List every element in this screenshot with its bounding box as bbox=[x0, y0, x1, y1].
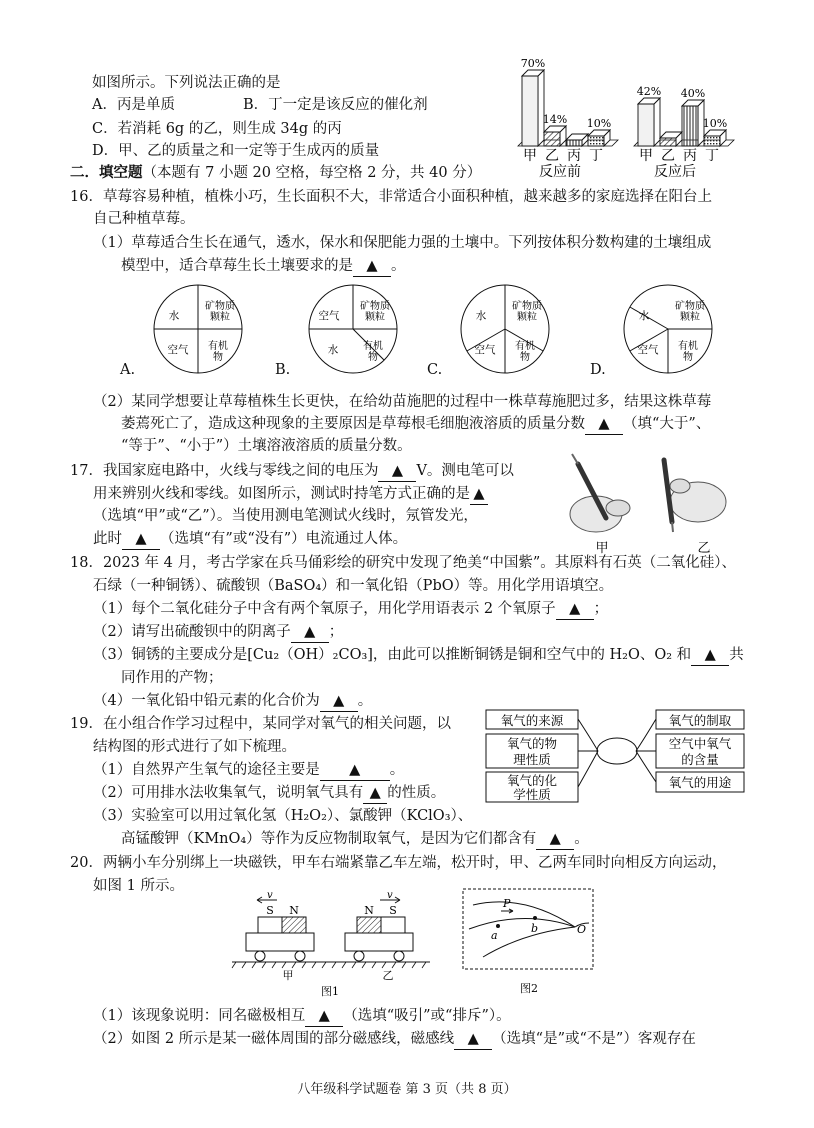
q18-p3-end: 共 bbox=[729, 647, 744, 663]
bar-category-label: 丙 bbox=[567, 148, 581, 164]
car-label-yi: 乙 bbox=[382, 969, 394, 982]
q15-option-c: C．若消耗 6g 的乙，则生成 34g 的丙 bbox=[92, 121, 342, 137]
answer-blank[interactable]: ▲ bbox=[378, 461, 416, 482]
answer-blank[interactable]: ▲ bbox=[585, 414, 623, 435]
q19-p3-text: 高锰酸钾（KMnO₄）等作为反应物制取氧气，是因为它们都含有 bbox=[121, 831, 537, 847]
q20-part1 bbox=[93, 1006, 511, 1027]
bar-反应后-乙 bbox=[660, 132, 682, 146]
bar-反应前-丁 bbox=[588, 130, 610, 146]
q20-line1: 20．两辆小车分别绑上一块磁铁，甲车右端紧靠乙车左端，松开时，甲、乙两车同时向相反方向运动， bbox=[70, 855, 727, 871]
q18-p2-end: ； bbox=[328, 624, 344, 640]
answer-blank[interactable]: ▲ bbox=[470, 484, 488, 505]
q18-p2-text: （2）请写出硫酸钡中的阴离子 bbox=[93, 624, 291, 640]
bar-反应后-丁 bbox=[704, 130, 726, 146]
box-use-text: 氧气的用途 bbox=[668, 775, 732, 790]
page-footer: 八年级科学试题卷 第 3 页（共 8 页） bbox=[297, 1082, 517, 1097]
answer-blank[interactable]: ▲ bbox=[353, 256, 391, 277]
box-phys-text-2: 理性质 bbox=[513, 752, 551, 767]
answer-blank[interactable]: ▲ bbox=[454, 1029, 492, 1050]
q19-p3-end: 。 bbox=[574, 831, 589, 847]
soil-pie-0 bbox=[148, 283, 258, 378]
pole-n-a: N bbox=[289, 904, 299, 917]
q15-option-d: D．甲、乙的质量之和一定等于生成丙的质量 bbox=[92, 143, 380, 159]
bar-category-label: 甲 bbox=[639, 148, 653, 164]
q17-text-b: V。测电笔可以 bbox=[416, 463, 514, 479]
q16-part1-text: 模型中，适合草莓生长土壤要求的是 bbox=[121, 258, 353, 274]
bar-category-label: 丙 bbox=[683, 148, 697, 164]
q15-option-b: B．丁一定是该反应的催化剂 bbox=[243, 97, 428, 113]
q19-p1-text: （1）自然界产生氧气的途径主要是 bbox=[93, 762, 320, 778]
section-heading bbox=[70, 163, 481, 183]
bar-category-label: 乙 bbox=[661, 148, 675, 164]
pie-sector-label: 物 bbox=[520, 352, 530, 363]
pie-sector-label: 矿物质 bbox=[512, 301, 542, 312]
q16-part2-line3: “等于”、“小于”）土壤溶液溶质的质量分数。 bbox=[121, 438, 412, 454]
mass-fraction-bar-chart bbox=[500, 38, 730, 183]
pie-sector-label: 矿物质 bbox=[675, 301, 705, 312]
bar-value-label: 10% bbox=[702, 117, 728, 130]
bar-category-label: 甲 bbox=[523, 148, 537, 164]
pie-sector-label: 有机 bbox=[363, 341, 383, 352]
point-p-label: P bbox=[503, 897, 511, 910]
pole-s-a: S bbox=[266, 904, 274, 917]
pie-sector-label: 水 bbox=[168, 310, 180, 322]
pie-sector-label: 水 bbox=[475, 310, 487, 322]
q20-p2-end: （选填“是”或“不是”）客观存在 bbox=[492, 1031, 696, 1047]
q19-line1: 19．在小组合作学习过程中，某同学对氧气的相关问题，以 bbox=[70, 716, 451, 732]
bar-value-label: 40% bbox=[680, 87, 706, 100]
point-b-label: b bbox=[531, 922, 539, 935]
hand-yi bbox=[664, 460, 726, 532]
group-label-after: 反应后 bbox=[654, 164, 696, 180]
pie-option-label[interactable]: B. bbox=[275, 362, 291, 378]
bar-value-label: 10% bbox=[586, 117, 612, 130]
box-content-text-2: 的含量 bbox=[681, 752, 719, 767]
soil-pie-1 bbox=[303, 283, 413, 378]
box-content-text-1: 空气中氧气 bbox=[668, 736, 732, 751]
answer-blank[interactable]: ▲ bbox=[320, 760, 390, 781]
q16-part1-line1: （1）草莓适合生长在通气，透水，保水和保肥能力强的土壤中。下列按体积分数构建的土壤组成 bbox=[93, 235, 712, 251]
bar-反应前-甲 bbox=[522, 70, 544, 146]
q19-part3-line2 bbox=[121, 829, 589, 850]
pie-sector-label: 空气 bbox=[637, 344, 659, 356]
pie-sector-label: 有机 bbox=[678, 341, 698, 352]
q17-line3: （选填“甲”或“乙”）。当使用测电笔测试火线时，氖管发光， bbox=[93, 508, 478, 524]
q16-stem-line2: 自己种植草莓。 bbox=[93, 211, 195, 227]
bar-category-label: 乙 bbox=[545, 148, 559, 164]
q18-line2: 石绿（一种铜锈）、硫酸钡（BaSO₄）和一氧化铅（PbO）等。用化学用语填空。 bbox=[93, 578, 614, 594]
q16-part1-line2 bbox=[121, 256, 406, 277]
q17-line2 bbox=[93, 484, 488, 505]
bar-category-label: 丁 bbox=[589, 148, 603, 164]
q18-p3-text: （3）铜锈的主要成分是[Cu₂（OH）₂CO₃]，由此可以推断铜锈是铜和空气中的 H₂O、O₂ 和 bbox=[93, 647, 692, 663]
hand-jia bbox=[570, 454, 630, 532]
answer-blank[interactable]: ▲ bbox=[556, 599, 594, 620]
car-label-jia: 甲 bbox=[282, 969, 294, 982]
q20-part2 bbox=[93, 1029, 696, 1050]
oxygen-structure-diagram bbox=[486, 709, 748, 804]
pie-sector-label: 水 bbox=[638, 310, 650, 322]
answer-blank[interactable]: ▲ bbox=[305, 1006, 343, 1027]
q16-part2-text: 萎蔫死亡了，造成这种现象的主要原因是草莓根毛细胞液溶质的质量分数 bbox=[121, 416, 585, 432]
fig2-caption: 图2 bbox=[520, 982, 538, 995]
q17-text-d: 此时 bbox=[93, 531, 122, 547]
answer-blank[interactable]: ▲ bbox=[691, 645, 729, 666]
pole-n-b: N bbox=[364, 904, 374, 917]
q20-p2-text: （2）如图 2 所示是某一磁体周围的部分磁感线，磁感线 bbox=[93, 1031, 455, 1047]
q16-part2-line2 bbox=[121, 414, 710, 435]
q16-part2-choice: （填“大于”、 bbox=[623, 416, 711, 432]
answer-blank[interactable]: ▲ bbox=[320, 691, 358, 712]
pie-sector-label: 颗粒 bbox=[210, 312, 230, 323]
pie-option-label[interactable]: A. bbox=[120, 362, 136, 378]
pie-sector-label: 颗粒 bbox=[517, 312, 537, 323]
q18-part3-line2: 同作用的产物； bbox=[121, 670, 223, 686]
pie-sector-label: 物 bbox=[368, 352, 378, 363]
q17-text-a: 17．我国家庭电路中，火线与零线之间的电压为 bbox=[70, 463, 379, 479]
pie-sector-label: 空气 bbox=[474, 344, 496, 356]
pie-sector-label: 物 bbox=[213, 352, 223, 363]
pie-sector-label: 矿物质 bbox=[360, 301, 390, 312]
soil-pie-2 bbox=[455, 283, 565, 378]
bar-反应后-丙 bbox=[682, 100, 704, 146]
box-phys-text-1: 氧气的物 bbox=[506, 736, 558, 751]
q19-p1-end: 。 bbox=[389, 762, 405, 778]
q18-p4-end: 。 bbox=[357, 693, 373, 709]
q17-line4 bbox=[93, 529, 407, 550]
q16-part2-line1: （2）某同学想要让草莓植株生长更快，在给幼苗施肥的过程中一株草莓施肥过多，结果这株草莓 bbox=[93, 394, 712, 410]
field-lines-figure bbox=[463, 889, 598, 994]
pie-sector-label: 颗粒 bbox=[365, 312, 385, 323]
q20-line2: 如图 1 所示。 bbox=[93, 878, 184, 894]
fig1-caption: 图1 bbox=[321, 985, 339, 998]
q20-p1-text: （1）该现象说明：同名磁极相互 bbox=[93, 1008, 306, 1024]
pie-sector-label: 空气 bbox=[318, 310, 340, 322]
q18-p4-text: （4）一氧化铅中铅元素的化合价为 bbox=[93, 693, 320, 709]
pie-sector-label: 有机 bbox=[208, 341, 228, 352]
q18-line1: 18．2023 年 4 月，考古学家在兵马俑彩绘的研究中发现了绝美“中国紫”。其原料有石英（二氧化硅）、 bbox=[70, 555, 736, 571]
q18-part3 bbox=[93, 645, 744, 666]
fig-label-jia: 甲 bbox=[595, 541, 609, 556]
answer-blank[interactable]: ▲ bbox=[363, 783, 387, 804]
pie-sector-label: 水 bbox=[327, 344, 339, 356]
answer-blank[interactable]: ▲ bbox=[536, 829, 574, 850]
q15-intro: 如图所示。下列说法正确的是 bbox=[92, 75, 281, 91]
pie-option-label[interactable]: C. bbox=[427, 362, 443, 378]
box-chem-text-2: 学性质 bbox=[513, 787, 551, 802]
magnet-cars-figure bbox=[232, 890, 432, 998]
pole-s-b: S bbox=[389, 904, 397, 917]
soil-pie-3 bbox=[618, 283, 728, 378]
velocity-label-a: v bbox=[267, 890, 273, 901]
q19-p2-end: 的性质。 bbox=[387, 785, 446, 801]
velocity-label-b: v bbox=[387, 890, 393, 901]
fig-label-yi: 乙 bbox=[697, 541, 711, 556]
box-chem-text-1: 氧气的化 bbox=[506, 773, 558, 788]
point-o-label: O bbox=[577, 923, 587, 936]
q18-part4 bbox=[93, 691, 372, 712]
bar-category-label: 丁 bbox=[705, 148, 719, 164]
bar-反应前-乙 bbox=[544, 126, 566, 146]
q18-p1-end: ； bbox=[593, 601, 609, 617]
pie-sector-label: 物 bbox=[683, 352, 693, 363]
group-label-before: 反应前 bbox=[539, 164, 581, 180]
pie-sector-label: 有机 bbox=[515, 341, 535, 352]
q17-line1 bbox=[70, 461, 514, 482]
bar-value-label: 42% bbox=[636, 85, 662, 98]
q19-part2 bbox=[93, 783, 445, 804]
section-title: 二．填空题 bbox=[70, 164, 143, 181]
test-pen-figure bbox=[548, 456, 748, 556]
pie-sector-label: 颗粒 bbox=[680, 312, 700, 323]
q18-p1-text: （1）每个二氧化硅分子中含有两个氧原子，用化学用语表示 2 个氧原子 bbox=[93, 601, 556, 617]
pie-sector-label: 矿物质 bbox=[205, 301, 235, 312]
q20-p1-end: （选填“吸引”或“排斥”）。 bbox=[343, 1008, 511, 1024]
q19-p2-text: （2）可用排水法收集氧气，说明氧气具有 bbox=[93, 785, 364, 801]
answer-blank[interactable]: ▲ bbox=[291, 622, 329, 643]
q19-line2: 结构图的形式进行了如下梳理。 bbox=[93, 739, 296, 755]
q16-part1-end: 。 bbox=[391, 258, 406, 274]
pie-sector-label: 空气 bbox=[167, 344, 189, 356]
bar-value-label: 14% bbox=[542, 113, 568, 126]
q19-part1 bbox=[93, 760, 404, 781]
q18-part1 bbox=[93, 599, 608, 620]
point-a-label: a bbox=[491, 929, 498, 942]
q17-text-e: （选填“有”或“没有”）电流通过人体。 bbox=[160, 531, 408, 547]
q18-part2 bbox=[93, 622, 343, 643]
box-make-text: 氧气的制取 bbox=[668, 713, 732, 728]
q19-part3-line1: （3）实验室可以用过氧化氢（H₂O₂）、氯酸钾（KClO₃）、 bbox=[93, 808, 473, 824]
bar-value-label: 70% bbox=[520, 57, 546, 70]
bar-反应后-甲 bbox=[638, 98, 660, 146]
box-source-text: 氧气的来源 bbox=[500, 713, 564, 728]
section-desc: （本题有 7 小题 20 空格，每空格 2 分，共 40 分） bbox=[142, 165, 482, 181]
pie-option-label[interactable]: D. bbox=[590, 362, 606, 378]
q15-option-a: A．丙是单质 bbox=[92, 97, 175, 113]
q17-text-c: 用来辨别火线和零线。如图所示，测试时持笔方式正确的是 bbox=[93, 486, 470, 502]
q16-stem-line1: 16．草莓容易种植，植株小巧，生长面积不大，非常适合小面积种植，越来越多的家庭选择在阳台上 bbox=[70, 189, 712, 205]
answer-blank[interactable]: ▲ bbox=[122, 529, 160, 550]
